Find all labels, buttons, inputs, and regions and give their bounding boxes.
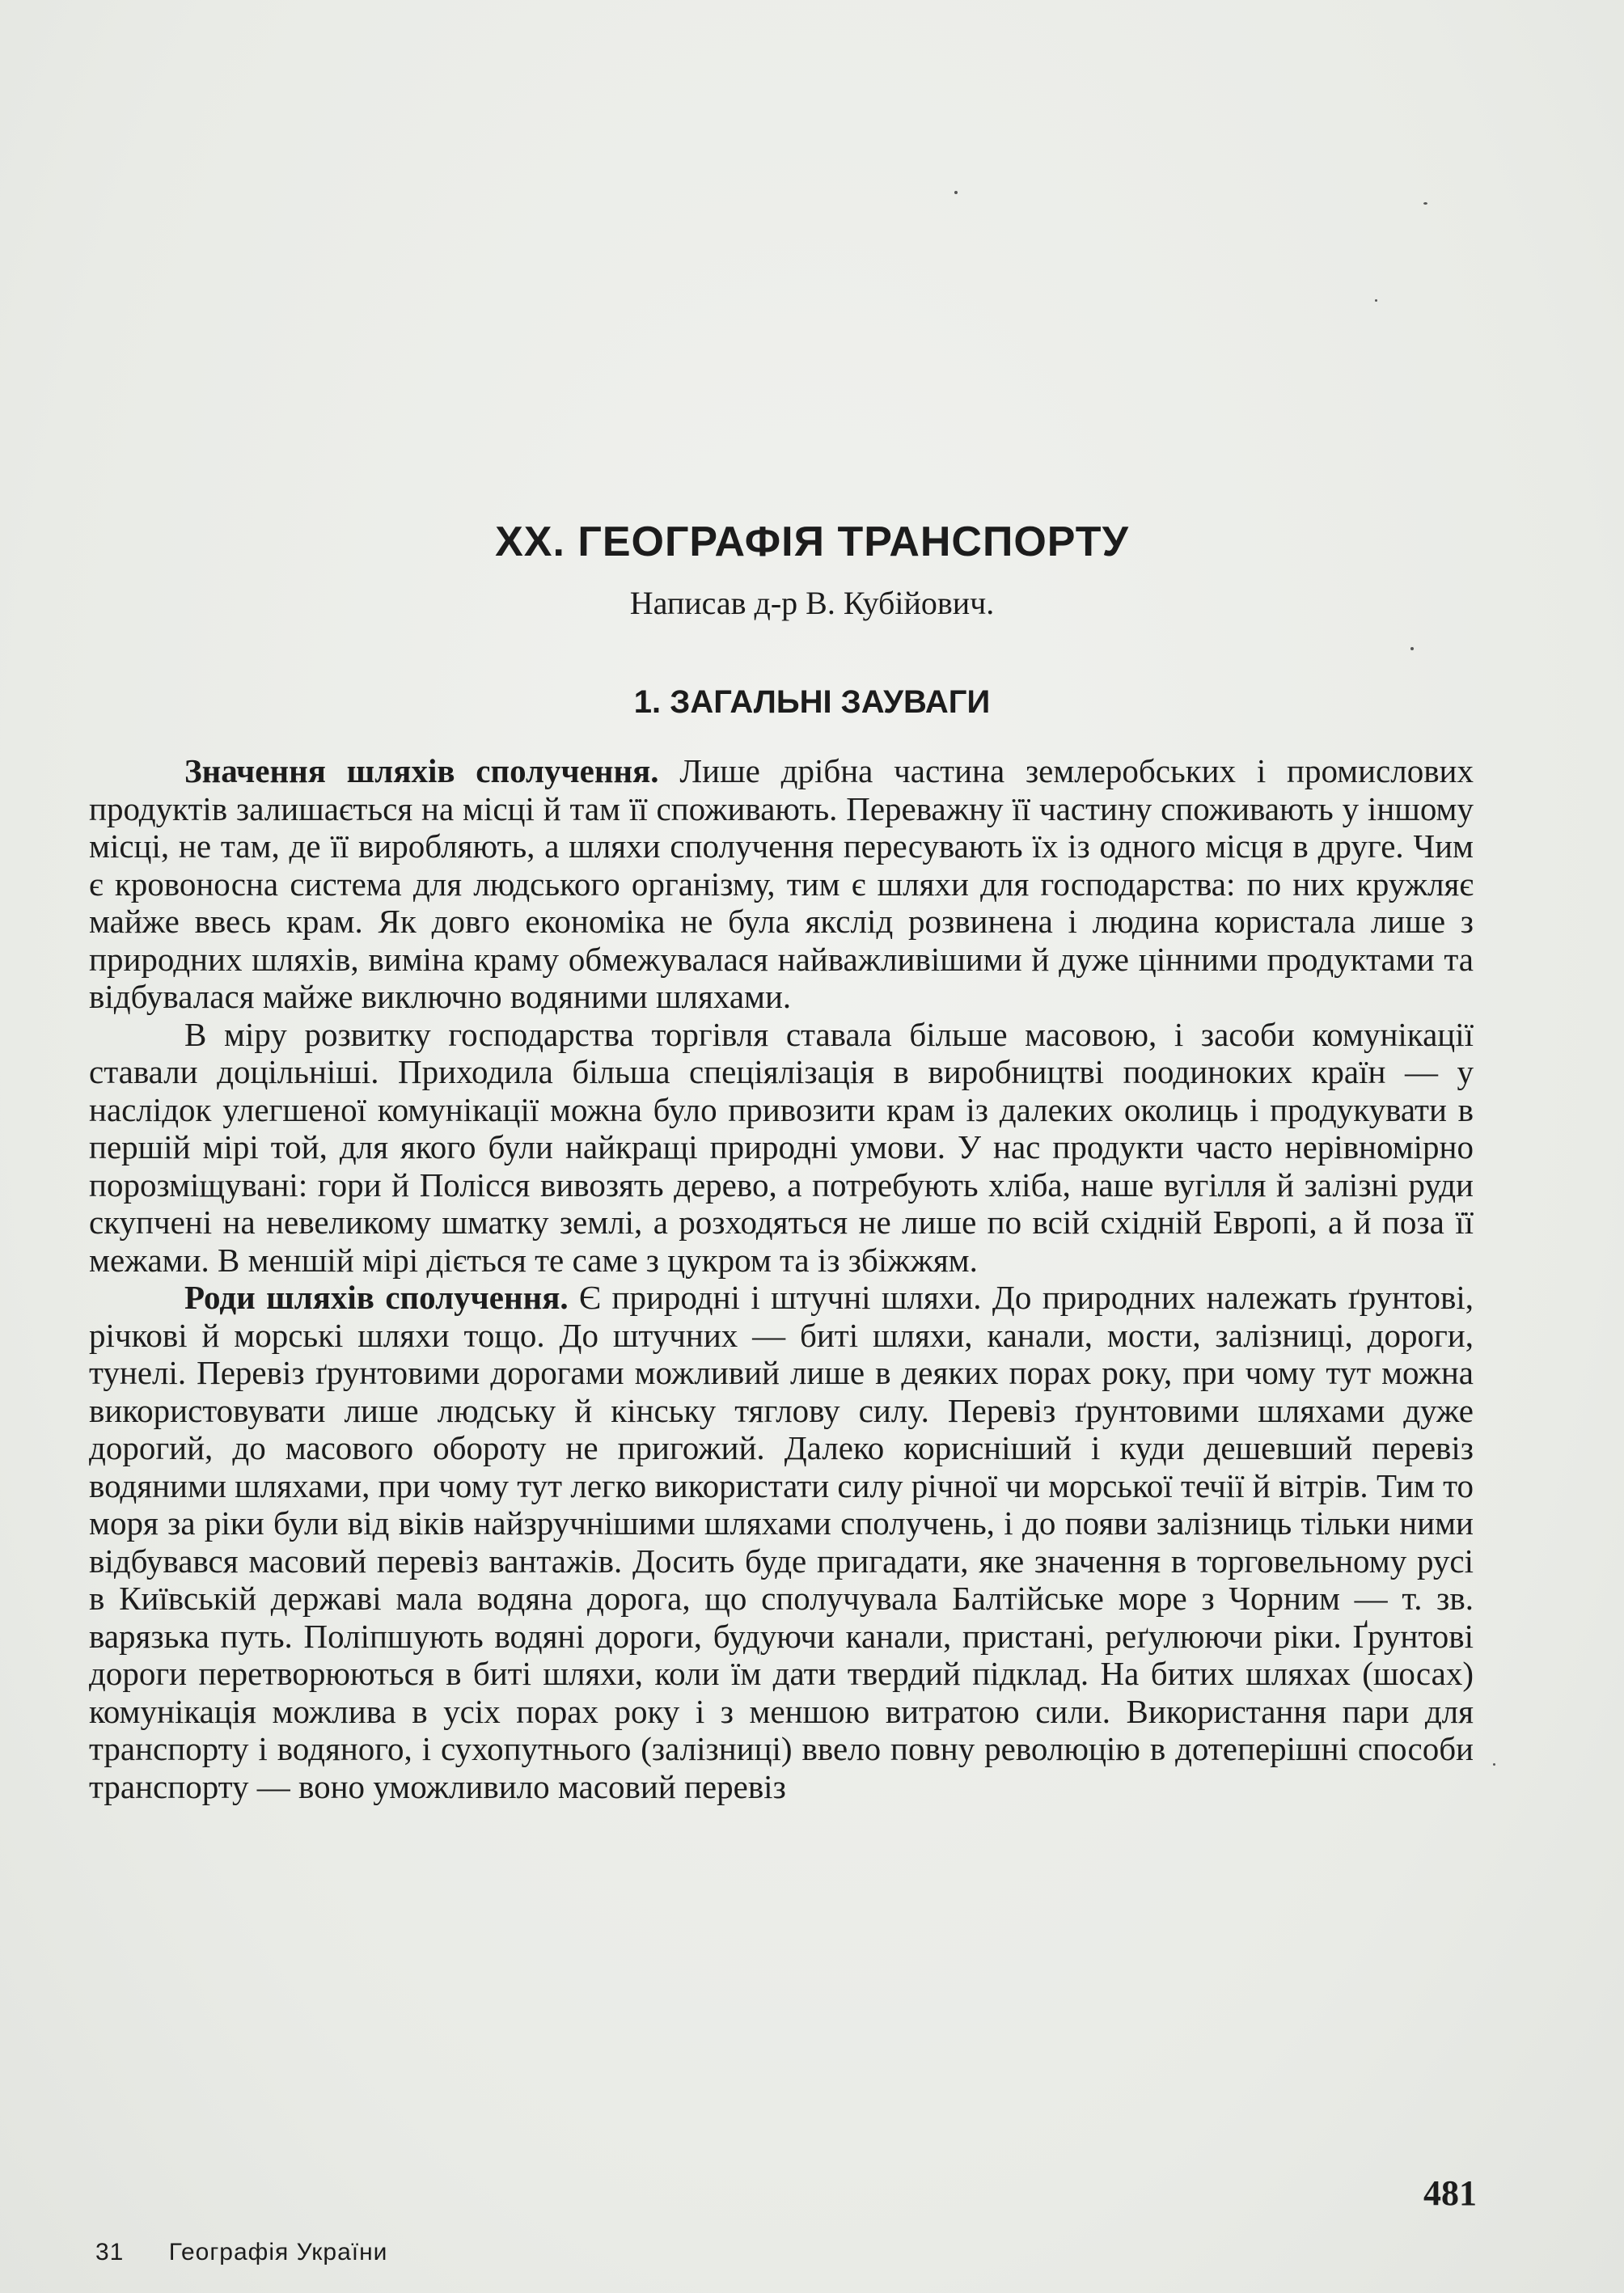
paragraph <box>89 752 1474 1016</box>
section-heading: 1. ЗАГАЛЬНІ ЗАУВАГИ <box>633 684 991 720</box>
author-line: Написав д-р В. Кубійович. <box>629 585 995 621</box>
print-speck <box>1375 299 1377 302</box>
paragraph-lead: Роди шляхів сполучення. <box>184 1279 569 1316</box>
chapter-title: XX. ГЕОГРАФІЯ ТРАНСПОРТУ <box>495 518 1129 565</box>
print-speck <box>954 191 958 194</box>
paragraph-text: Лише дрібна частина землеробських і промислових продуктів залишається на місці й там її споживають. Переважну її частину споживають у іншому місці, не там, де її виробляють, а шляхи сполучення пересувають їх із одного місця в друге. Чим є кровоносна система для людського організму, тим є шляхи для господарства: по них кружляє майже ввесь крам. Як довго економіка не була якслід розвинена і людина користала лише з природних шляхів, виміна краму обмежувалася найважливішими й дуже цінними продуктами та відбувалася майже виключно водяними шляхами. <box>89 752 1474 1015</box>
paragraph-lead: Значення шляхів сполучення. <box>184 752 659 789</box>
print-speck <box>1410 647 1414 650</box>
book-title: Географія України <box>168 2239 388 2266</box>
paragraph-text: Є природні і штучні шляхи. До природних належать ґрунтові, річкові й морські шляхи тощо. До штучних — биті шляхи, канали, мости, залізниці, дороги, тунелі. Перевіз ґрунтовими дорогами можливий лише в деяких порах року, при чому тут можна використовувати лише людську й кінську тяглову силу. Перевіз ґрунтовими шляхами дуже дорогий, до масового обороту не пригожий. Далеко корисніший і куди дешевший перевіз водяними шляхами, при чому тут легко використати силу річної чи морської течії й вітрів. Тим то моря за ріки були від віків найзручнішими шляхами сполучень, і до появи залізниць тільки ними відбувався масовий перевіз вантажів. Досить буде пригадати, яке значення в торговельному русі в Київській державі мала водяна дорога, що сполучувала Балтійське море з Чорним — т. зв. варязька путь. Поліпшують водяні дороги, будуючи канали, пристані, реґулюючи ріки. Ґрунтові дороги перетворюються в биті шляхи, коли їм дати твердий підклад. На битих шляхах (шосах) комунікація можлива в усіх порах року і з меншою витратою сили. Використання пари для транспорту і водяного, і сухопутнього (залізниці) ввело повну революцію в дотеперішні способи транспорту — воно уможливило масовий перевіз <box>89 1279 1474 1805</box>
article-body <box>89 752 1474 1805</box>
signature-mark: 31 <box>95 2239 125 2266</box>
paragraph-text: В міру розвитку господарства торгівля ставала більше масовою, і засоби комунікації ставали доцільніші. Приходила більша спеціялізація в виробництві поодиноких країн — у наслідок улегшеної комунікації можна було привозити крам із далеких околиць і продукувати в першій мірі той, для якого були найкращі природні умови. У нас продукти часто нерівномірно порозміщувані: гори й Полісся вивозять дерево, а потребують хліба, наше вугілля й залізні руди скупчені на невеликому шматку землі, а розходяться не лише по всій східній Европі, а й поза її межами. В меншій мірі діється те саме з цукром та із збіжжям. <box>89 1015 1474 1279</box>
print-speck <box>1423 202 1427 205</box>
paragraph <box>89 1016 1474 1280</box>
page-number: 481 <box>1423 2173 1477 2213</box>
print-speck <box>1493 1763 1495 1766</box>
page-footer <box>95 2239 387 2266</box>
paragraph <box>89 1279 1474 1805</box>
